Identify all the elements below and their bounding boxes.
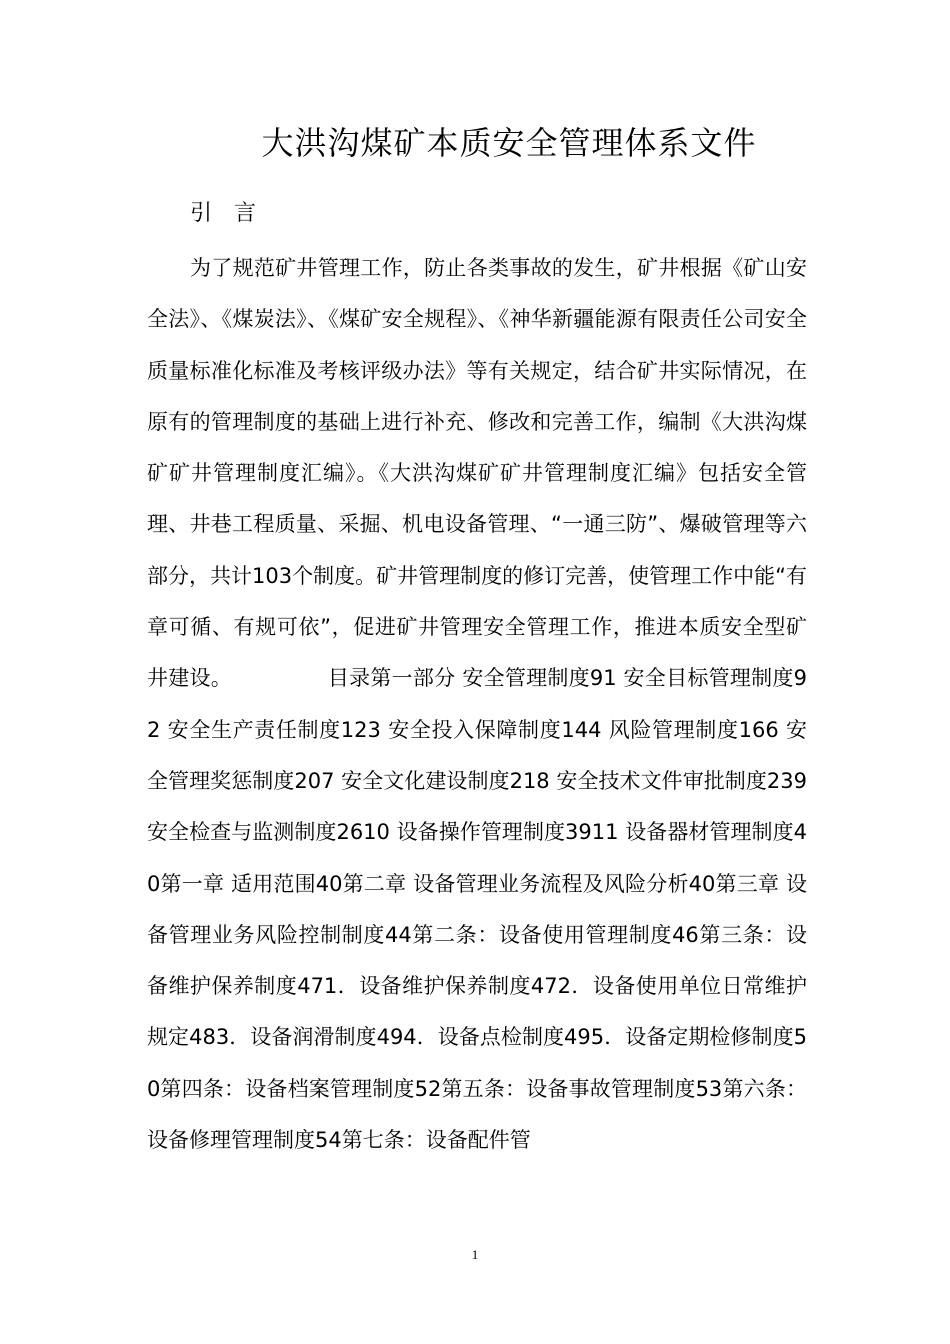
body-paragraph: 为了规范矿井管理工作，防止各类事故的发生，矿井根据《矿山安全法》、《煤炭法》、《煤矿安全规程》、《神华新疆能源有限责任公司安全质量标准化标准及考核评级办法》等有关规定，结合矿井实际情况，在原有的管理制度的基础上进行补充、修改和完善工作，编制《大洪沟煤矿矿井管理制度汇编》。《大洪沟煤矿矿井管理制度汇编》包括安全管理、井巷工程质量、采掘、机电设备管理、“一通三防”、爆破管理等六部分，共计103个制度。矿井管理制度的修订完善，使管理工作中能“有章可循、有规可依”，促进矿井管理安全管理工作，推进本质安全型矿井建设。 目录第一部分 安全管理制度91 安全目标管理制度92 安全生产责任制度123 安全投入保障制度144 风险管理制度166 安全管理奖惩制度207 安全文化建设制度218 安全技术文件审批制度239 安全检查与监测制度2610 设备操作管理制度3911 设备器材管理制度40第一章 适用范围40第二章 设备管理业务流程及风险分析40第三章 设备管理业务风险控制制度44第二条：设备使用管理制度46第三条：设备维护保养制度471．设备维护保养制度472．设备使用单位日常维护规定483．设备润滑制度494．设备点检制度495．设备定期检修制度50第四条：设备档案管理制度52第五条：设备事故管理制度53第六条：设备修理管理制度54第七条：设备配件管 [147, 256, 807, 1153]
section-heading: 引 言 [190, 201, 257, 226]
document-title: 大洪沟煤矿本质安全管理体系文件 [261, 124, 757, 162]
page-number: 1 [471, 1247, 479, 1262]
